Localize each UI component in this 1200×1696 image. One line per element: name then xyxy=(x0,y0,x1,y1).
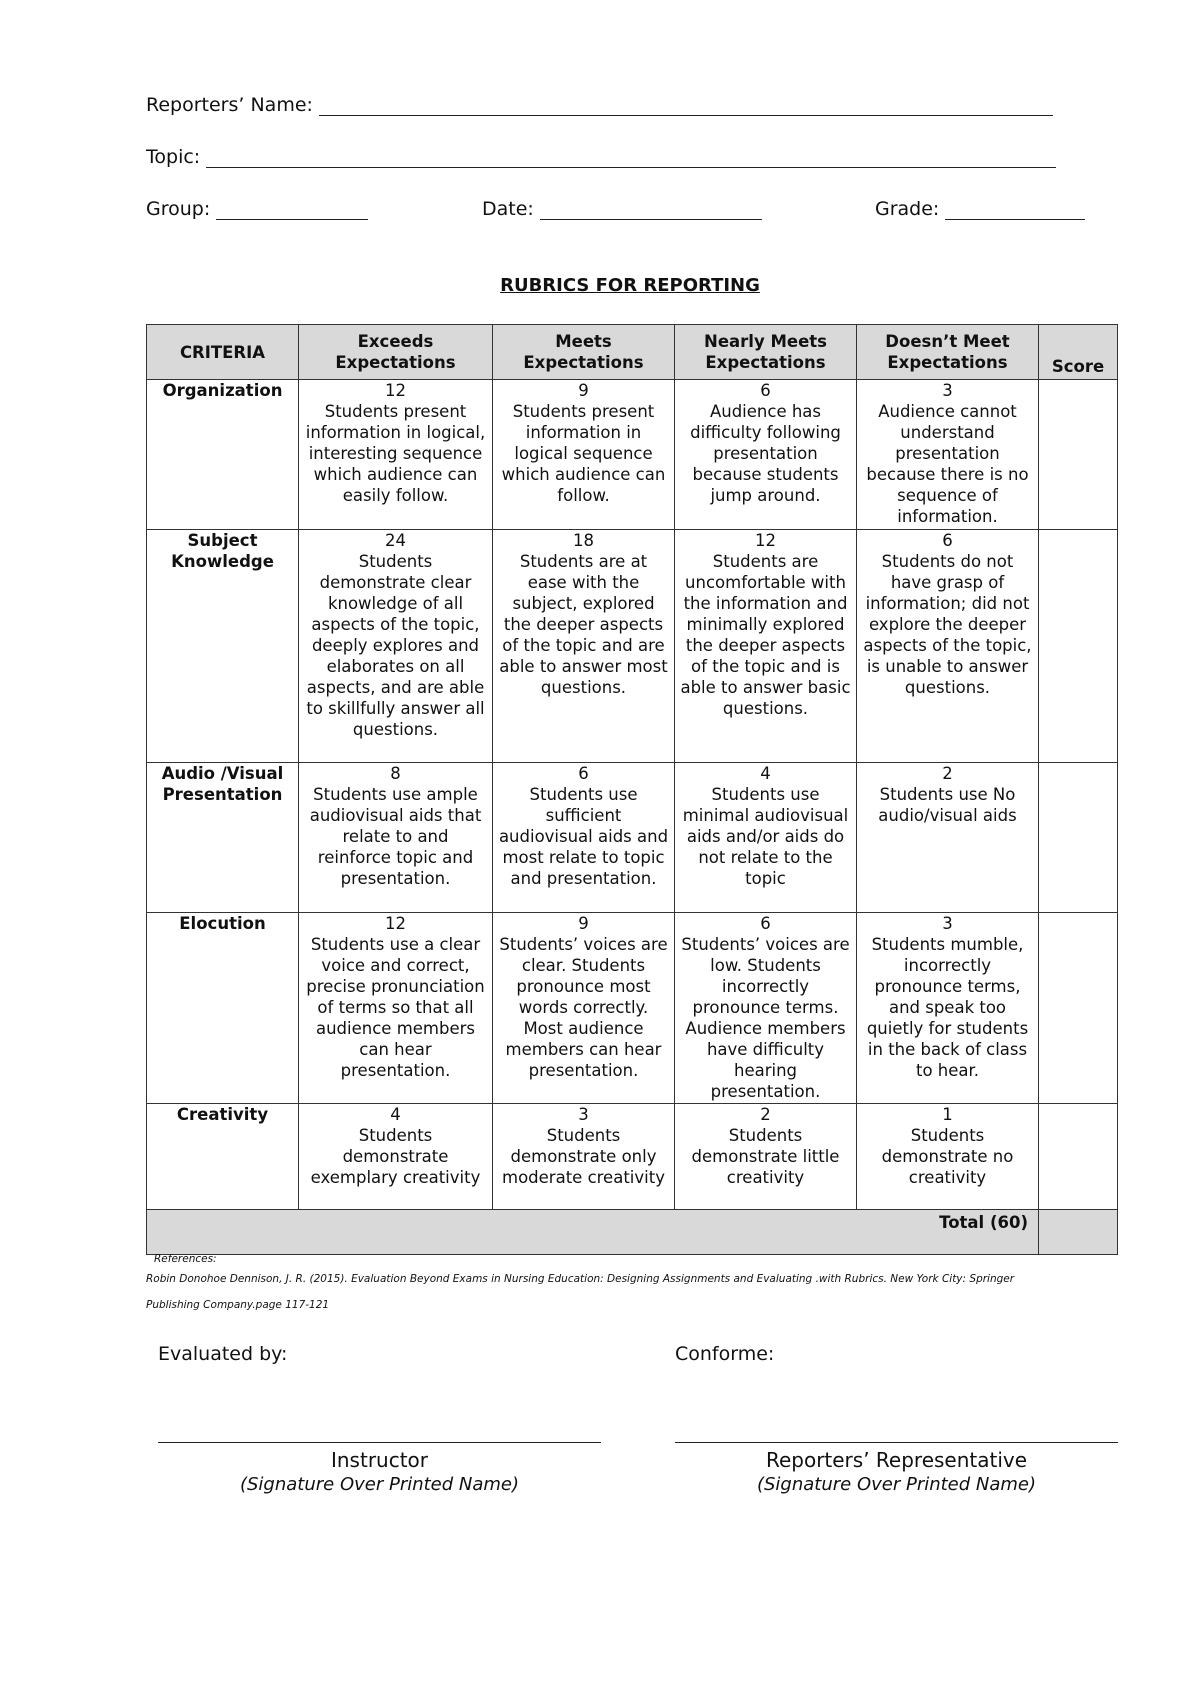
representative-signature-line[interactable] xyxy=(675,1442,1118,1443)
descriptor: Students demonstrate exemplary creativity xyxy=(310,1126,481,1187)
rubric-cell xyxy=(675,913,857,1104)
group-label: Group: xyxy=(146,198,211,220)
points: 2 xyxy=(760,1105,771,1124)
rubric-cell xyxy=(299,530,493,763)
table-row-total xyxy=(147,1210,1118,1255)
descriptor: Students do not have grasp of information; did not explore the deeper aspects of the topic, is unable to answer questions. xyxy=(863,552,1032,697)
instructor-signature-line[interactable] xyxy=(158,1442,601,1443)
rubric-cell xyxy=(493,530,675,763)
table-row-audio-visual xyxy=(147,763,1118,913)
criteria-cell: Audio /Visual Presentation xyxy=(147,763,299,913)
points: 24 xyxy=(385,531,406,550)
table-header-row xyxy=(147,325,1118,380)
rubric-cell xyxy=(675,380,857,530)
points: 1 xyxy=(942,1105,953,1124)
total-label: Total (60) xyxy=(147,1210,1039,1255)
header-score: Score xyxy=(1039,325,1118,380)
descriptor: Students use ample audiovisual aids that relate to and reinforce topic and presentation. xyxy=(309,785,482,888)
header-doesnt-meet: Doesn’t Meet Expectations xyxy=(857,325,1039,380)
reporters-name-blank[interactable] xyxy=(319,97,1053,116)
descriptor: Students demonstrate only moderate creativity xyxy=(502,1126,665,1187)
reporters-name-label: Reporters’ Name: xyxy=(146,94,313,116)
descriptor: Students use No audio/visual aids xyxy=(878,785,1017,825)
points: 2 xyxy=(942,764,953,783)
grade-label: Grade: xyxy=(875,198,940,220)
rubric-cell xyxy=(493,913,675,1104)
points: 6 xyxy=(578,764,589,783)
reference-line-2: Publishing Company.page 117-121 xyxy=(146,1299,330,1311)
date-label: Date: xyxy=(482,198,534,220)
table-row-elocution xyxy=(147,913,1118,1104)
rubric-cell xyxy=(857,530,1039,763)
points: 9 xyxy=(578,381,589,400)
points: 12 xyxy=(755,531,776,550)
total-score-cell[interactable] xyxy=(1039,1210,1118,1255)
points: 4 xyxy=(760,764,771,783)
rubric-cell xyxy=(675,530,857,763)
rubric-cell xyxy=(857,763,1039,913)
date-blank[interactable] xyxy=(540,201,762,220)
rubric-cell xyxy=(299,1104,493,1210)
descriptor: Audience cannot understand presentation because there is no sequence of information. xyxy=(866,402,1029,526)
representative-signature-note: (Signature Over Printed Name) xyxy=(756,1474,1037,1495)
points: 3 xyxy=(578,1105,589,1124)
score-input-cell[interactable] xyxy=(1039,380,1118,530)
rubric-cell xyxy=(675,763,857,913)
table-row-subject-knowledge xyxy=(147,530,1118,763)
criteria-cell: Subject Knowledge xyxy=(147,530,299,763)
points: 12 xyxy=(385,381,406,400)
descriptor: Students use sufficient audiovisual aids and most relate to topic and presentation. xyxy=(498,785,669,888)
descriptor: Students demonstrate little creativity xyxy=(691,1126,840,1187)
header-meets: Meets Expectations xyxy=(493,325,675,380)
reference-line-1: Robin Donohoe Dennison, J. R. (2015). Evaluation Beyond Exams in Nursing Education: Designing Assignments and Evaluating .with Rubrics. New York City: Springer xyxy=(146,1273,1015,1285)
table-row-organization xyxy=(147,380,1118,530)
points: 6 xyxy=(760,381,771,400)
reporters-name-field[interactable] xyxy=(146,94,1053,116)
header-nearly-meets: Nearly Meets Expectations xyxy=(675,325,857,380)
instructor-signature-note: (Signature Over Printed Name) xyxy=(239,1474,520,1495)
descriptor: Students use a clear voice and correct, precise pronunciation of terms so that all audience members can hear presentation. xyxy=(306,935,485,1080)
points: 12 xyxy=(385,914,406,933)
rubric-cell xyxy=(493,763,675,913)
descriptor: Students use minimal audiovisual aids and/or aids do not relate to the topic xyxy=(682,785,849,888)
descriptor: Students are at ease with the subject, explored the deeper aspects of the topic and are able to answer most questions. xyxy=(499,552,668,697)
criteria-cell: Organization xyxy=(147,380,299,530)
points: 4 xyxy=(390,1105,401,1124)
header-criteria: CRITERIA xyxy=(147,325,299,380)
points: 6 xyxy=(760,914,771,933)
score-input-cell[interactable] xyxy=(1039,1104,1118,1210)
rubric-cell xyxy=(299,913,493,1104)
criteria-cell: Elocution xyxy=(147,913,299,1104)
score-input-cell[interactable] xyxy=(1039,763,1118,913)
descriptor: Students demonstrate clear knowledge of all aspects of the topic, deeply explores and elaborates on all aspects, and are able to skillfully answer all questions. xyxy=(306,552,485,739)
descriptor: Students’ voices are low. Students incorrectly pronounce terms. Audience members have difficulty hearing presentation. xyxy=(681,935,850,1101)
descriptor: Students demonstrate no creativity xyxy=(881,1126,1014,1187)
points: 18 xyxy=(573,531,594,550)
grade-blank[interactable] xyxy=(945,201,1085,220)
group-field[interactable] xyxy=(146,198,368,220)
descriptor: Audience has difficulty following presentation because students jump around. xyxy=(690,402,841,505)
rubric-cell xyxy=(493,380,675,530)
points: 8 xyxy=(390,764,401,783)
representative-label: Reporters’ Representative xyxy=(765,1448,1028,1472)
criteria-cell: Creativity xyxy=(147,1104,299,1210)
grade-field[interactable] xyxy=(875,198,1085,220)
topic-blank[interactable] xyxy=(206,149,1056,168)
table-row-creativity xyxy=(147,1104,1118,1210)
rubric-cell xyxy=(299,380,493,530)
score-input-cell[interactable] xyxy=(1039,913,1118,1104)
descriptor: Students present information in logical, interesting sequence which audience can easily follow. xyxy=(305,402,486,505)
rubric-cell xyxy=(857,380,1039,530)
rubric-cell xyxy=(675,1104,857,1210)
descriptor: Students are uncomfortable with the information and minimally explored the deeper aspects of the topic and is able to answer basic questions. xyxy=(680,552,851,718)
rubric-cell xyxy=(857,1104,1039,1210)
group-blank[interactable] xyxy=(216,201,368,220)
references-heading: References: xyxy=(154,1253,217,1265)
descriptor: Students present information in logical sequence which audience can follow. xyxy=(501,402,666,505)
points: 3 xyxy=(942,381,953,400)
evaluated-by-label: Evaluated by: xyxy=(158,1343,288,1365)
conforme-label: Conforme: xyxy=(675,1343,775,1365)
references xyxy=(146,1252,1136,1318)
points: 9 xyxy=(578,914,589,933)
descriptor: Students mumble, incorrectly pronounce terms, and speak too quietly for students in the back of class to hear. xyxy=(866,935,1029,1080)
points: 3 xyxy=(942,914,953,933)
rubric-table xyxy=(146,324,1118,1255)
rubric-cell xyxy=(857,913,1039,1104)
rubric-cell xyxy=(493,1104,675,1210)
descriptor: Students’ voices are clear. Students pronounce most words correctly. Most audience members can hear presentation. xyxy=(499,935,668,1080)
page-title: RUBRICS FOR REPORTING xyxy=(500,275,760,296)
points: 6 xyxy=(942,531,953,550)
date-field[interactable] xyxy=(482,198,762,220)
instructor-label: Instructor xyxy=(330,1448,429,1472)
score-input-cell[interactable] xyxy=(1039,530,1118,763)
topic-field[interactable] xyxy=(146,146,1056,168)
header-exceeds: Exceeds Expectations xyxy=(299,325,493,380)
topic-label: Topic: xyxy=(146,146,201,168)
rubric-cell xyxy=(299,763,493,913)
